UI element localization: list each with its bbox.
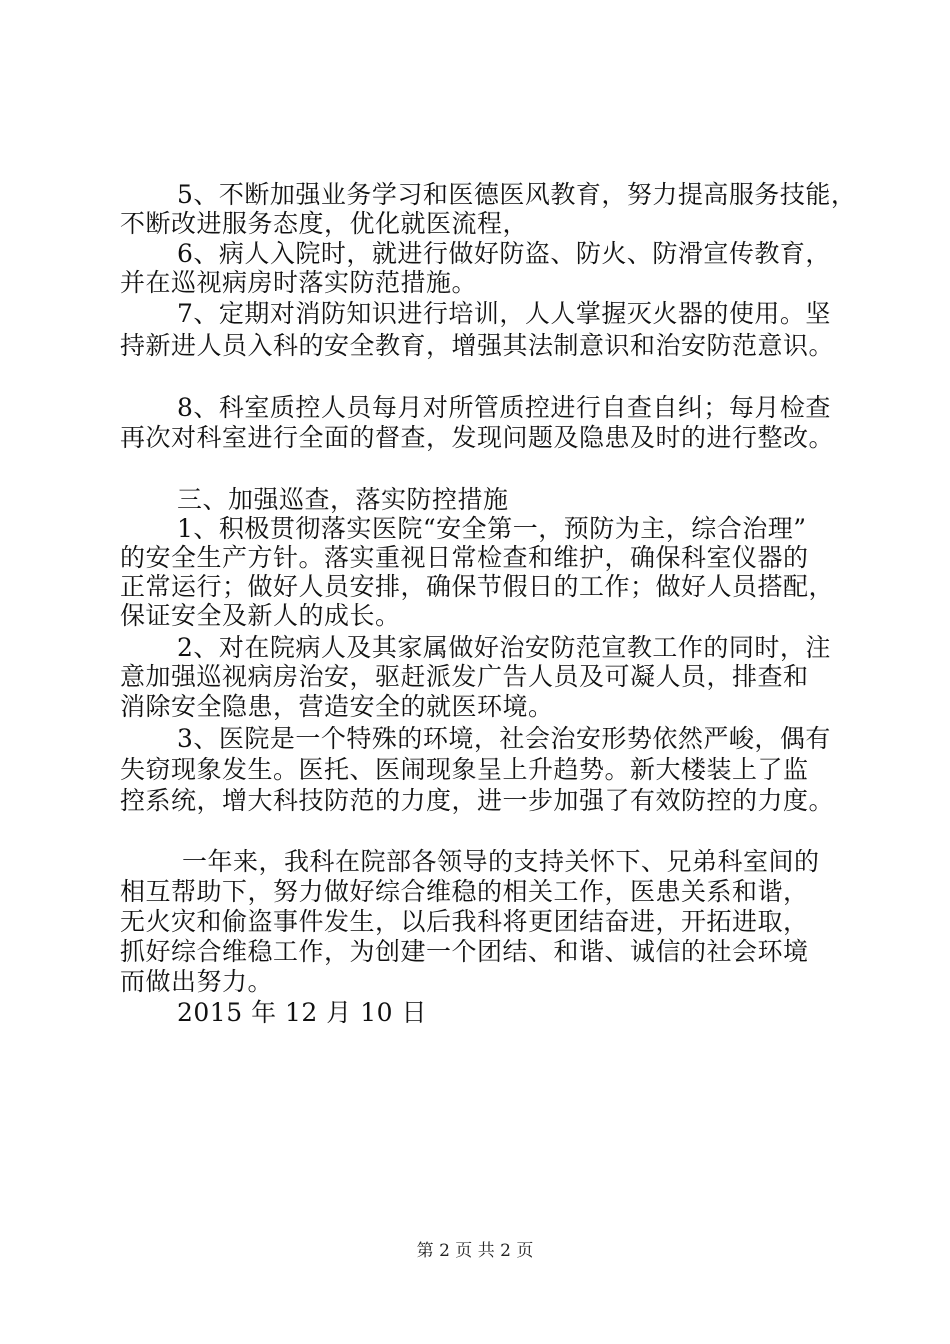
paragraph-6-line-1: 6、病人入院时，就进行做好防盗、防火、防滑宣传教育， (177, 239, 831, 268)
item-2-line-1: 2、对在院病人及其家属做好治安防范宣教工作的同时，注 (177, 633, 831, 662)
conclusion-line-2: 相互帮助下，努力做好综合维稳的相关工作，医患关系和谐， (120, 877, 809, 906)
paragraph-8-line-2: 再次对科室进行全面的督查，发现问题及隐患及时的进行整改。 (120, 423, 835, 452)
item-1-line-1: 1、积极贯彻落实医院“安全第一，预防为主，综合治理” (177, 514, 807, 543)
paragraph-7-line-2: 持新进人员入科的安全教育，增强其法制意识和治安防范意识。 (120, 331, 835, 360)
conclusion-line-4: 抓好综合维稳工作，为创建一个团结、和谐、诚信的社会环境 (120, 937, 809, 966)
item-3-line-2: 失窃现象发生。医托、医闹现象呈上升趋势。新大楼装上了监 (120, 755, 809, 784)
item-3-line-1: 3、医院是一个特殊的环境，社会治安形势依然严峻，偶有 (177, 724, 831, 753)
conclusion-line-5: 而做出努力。 (120, 967, 274, 996)
section-heading: 三、加强巡查，落实防控措施 (177, 485, 509, 514)
paragraph-5-line-2: 不断改进服务态度，优化就医流程， (120, 209, 529, 238)
item-2-line-2: 意加强巡视病房治安，驱赶派发广告人员及可凝人员，排查和 (120, 662, 809, 691)
item-3-line-3: 控系统，增大科技防范的力度，进一步加强了有效防控的力度。 (120, 786, 835, 815)
conclusion-line-3: 无火灾和偷盗事件发生，以后我科将更团结奋进，开拓进取， (120, 907, 809, 936)
item-1-line-3: 正常运行；做好人员安排，确保节假日的工作；做好人员搭配， (120, 572, 835, 601)
item-1-line-2: 的安全生产方针。落实重视日常检查和维护，确保科室仪器的 (120, 543, 809, 572)
date-line: 2015 年 12 月 10 日 (177, 998, 427, 1027)
conclusion-line-1: 一年来，我科在院部各领导的支持关怀下、兄弟科室间的 (182, 847, 820, 876)
paragraph-6-line-2: 并在巡视病房时落实防范措施。 (120, 268, 478, 297)
page-footer: 第 2 页 共 2 页 (416, 1241, 534, 1261)
paragraph-7-line-1: 7、定期对消防知识进行培训，人人掌握灭火器的使用。坚 (177, 299, 831, 328)
paragraph-5-line-1: 5、不断加强业务学习和医德医风教育，努力提高服务技能， (177, 180, 857, 209)
item-1-line-4: 保证安全及新人的成长。 (120, 601, 401, 630)
item-2-line-3: 消除安全隐患，营造安全的就医环境。 (120, 692, 554, 721)
paragraph-8-line-1: 8、科室质控人员每月对所管质控进行自查自纠；每月检查 (177, 393, 831, 422)
